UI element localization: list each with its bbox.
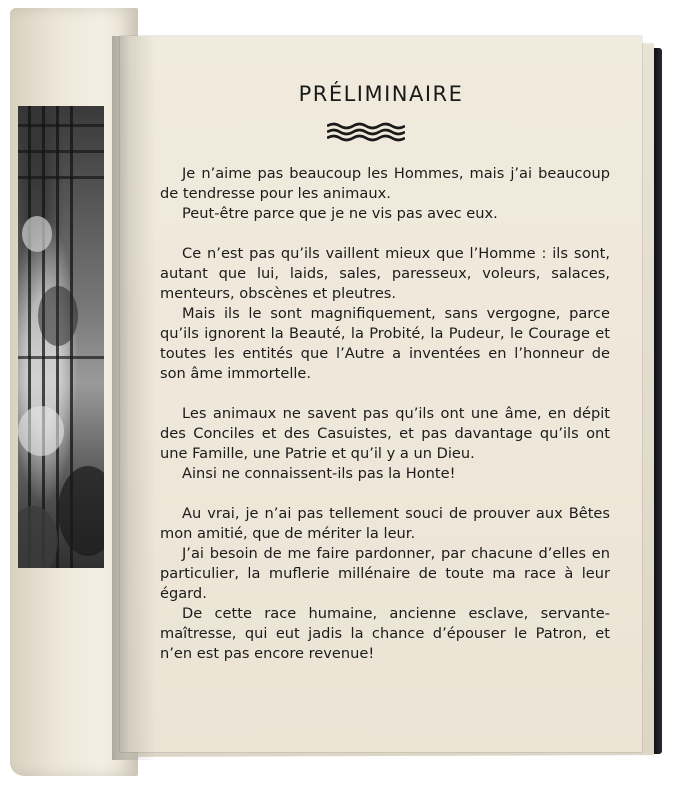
wave-ornament-icon <box>327 122 405 142</box>
body-text <box>160 164 610 664</box>
chapter-title: PRÉLIMINAIRE <box>298 82 464 106</box>
paragraph: Je n’aime pas beaucoup les Hommes, mais j’ai beaucoup de tendresse pour les animaux. <box>160 165 610 202</box>
paragraph: Au vrai, je n’ai pas tellement souci de prouver aux Bêtes mon amitié, que de mériter la leur. <box>160 505 610 542</box>
paragraph: Ce n’est pas qu’ils vaillent mieux que l’Homme : ils sont, autant que lui, laids, sales, paresseux, voleurs, salaces, menteurs, obscènes et pleutres. <box>160 245 610 302</box>
paragraph: Mais ils le sont magnifiquement, sans vergogne, parce qu’ils ignorent la Beauté, la Probité, la Pudeur, le Courage et toutes les entités que l’Autre a inventées en l’honneur de son âme immortelle. <box>160 305 610 382</box>
paragraph: Peut-être parce que je ne vis pas avec eux. <box>182 205 498 222</box>
paragraph: J’ai besoin de me faire pardonner, par chacune d’elles en particulier, la muflerie millénaire de toute ma race à leur égard. <box>160 545 610 602</box>
paragraph: Les animaux ne savent pas qu’ils ont une âme, en dépit des Conciles et des Casuistes, et pas davantage qu’ils ont une Famille, une Patrie et qu’il y a un Dieu. <box>160 405 610 462</box>
lithograph-illustration <box>18 106 104 568</box>
paragraph: De cette race humaine, ancienne esclave, servante-maîtresse, qui eut jadis la chance d’épouser le Patron, et n’en est pas encore revenue! <box>160 605 610 662</box>
page-gutter-shadow <box>112 36 156 760</box>
paragraph: Ainsi ne connaissent-ils pas la Honte! <box>182 465 456 482</box>
right-page <box>120 36 642 752</box>
